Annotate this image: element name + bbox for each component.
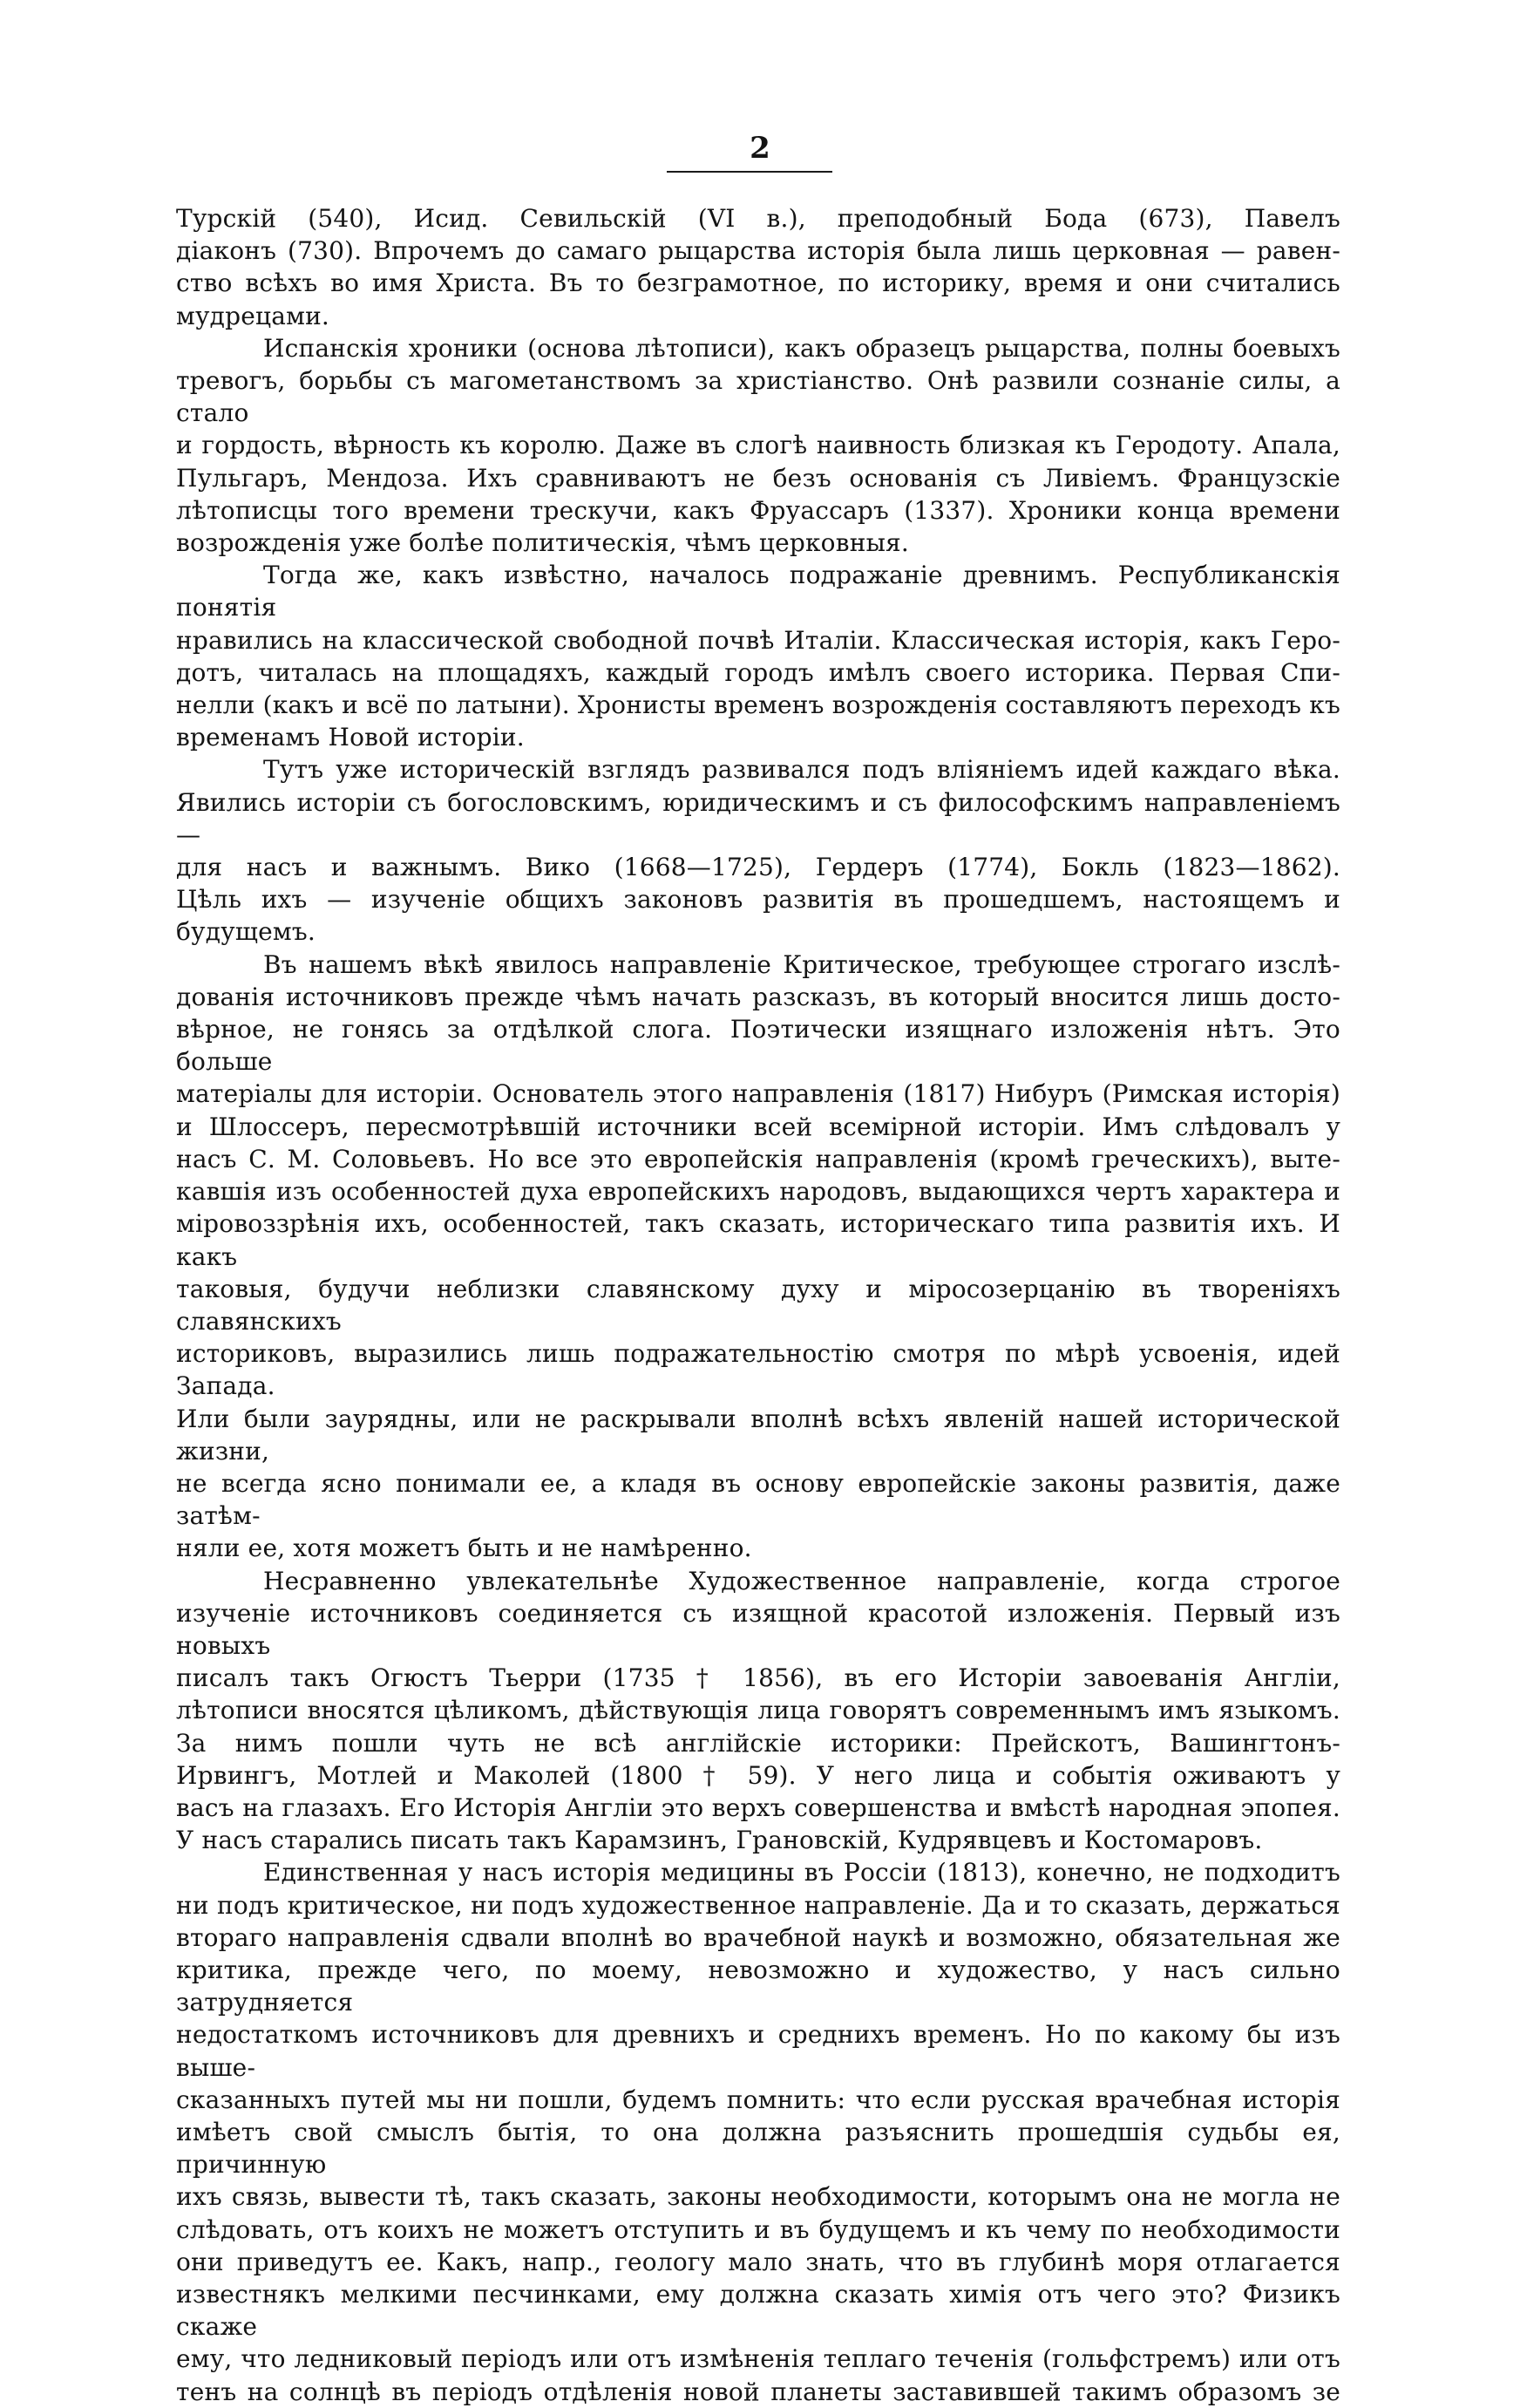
text-line: За нимъ пошли чуть не всѣ англійскіе историки: Прейскотъ, Вашингтонъ- bbox=[176, 1728, 1340, 1758]
text-line: Пульгаръ, Мендоза. Ихъ сравниваютъ не безъ основанія съ Ливіемъ. Французскіе bbox=[176, 463, 1340, 493]
text-line: известнякъ мелкими песчинками, ему должна сказать химія отъ чего это? Физикъ скаже bbox=[176, 2280, 1340, 2342]
text-line: тенъ на солнцѣ въ періодъ отдѣленія новой планеты заставившей такимъ образомъ зе bbox=[176, 2377, 1340, 2406]
text-line: Тогда же, какъ извѣстно, началось подражаніе древнимъ. Республиканскія понятія bbox=[176, 561, 1340, 622]
text-line: временамъ Новой исторіи. bbox=[176, 723, 525, 752]
text-line: тревогъ, борьбы съ магометанствомъ за христіанство. Онѣ развили сознаніе силы, а стало bbox=[176, 366, 1340, 428]
text-line: ни подъ критическое, ни подъ художественное направленіе. Да и то сказать, держаться bbox=[176, 1890, 1340, 1920]
text-line: они приведутъ ее. Какъ, напр., геологу мало знать, что въ глубинѣ моря отлагается bbox=[176, 2247, 1340, 2276]
text-line: Тутъ уже историческій взглядъ развивался подъ вліяніемъ идей каждаго вѣка. bbox=[263, 755, 1340, 785]
text-line: Единственная у насъ исторія медицины въ Россіи (1813), конечно, не подходитъ bbox=[263, 1858, 1340, 1888]
text-line: дованія источниковъ прежде чѣмъ начать разсказъ, въ который вносится лишь досто- bbox=[176, 982, 1340, 1011]
text-line: ство всѣхъ во имя Христа. Въ то безграмотное, по историку, время и они считались bbox=[176, 269, 1340, 298]
text-line: вѣрное, не гонясь за отдѣлкой слога. Поэтически изящнаго изложенія нѣтъ. Это больше bbox=[176, 1015, 1340, 1077]
body-text bbox=[176, 202, 1340, 2408]
text-line: Испанскія хроники (основа лѣтописи), какъ образецъ рыцарства, полны боевыхъ bbox=[263, 333, 1340, 363]
text-line: ихъ связь, вывести тѣ, такъ сказать, законы необходимости, которымъ она не могла не bbox=[176, 2182, 1340, 2212]
text-line: таковыя, будучи неблизки славянскому духу и міросозерцанію въ твореніяхъ славянскихъ bbox=[176, 1274, 1340, 1336]
text-line: У насъ старались писать такъ Карамзинъ, Грановскій, Кудрявцевъ и Костомаровъ. bbox=[176, 1826, 1263, 1855]
text-line: Явились исторіи съ богословскимъ, юридическимъ и съ философскимъ направленіемъ — bbox=[176, 787, 1340, 849]
text-line: лѣтописи вносятся цѣликомъ, дѣйствующія лица говорятъ современнымъ имъ языкомъ. bbox=[176, 1696, 1340, 1725]
text-line: втораго направленія сдвали вполнѣ во врачебной наукѣ и возможно, обязательная же bbox=[176, 1922, 1340, 1952]
text-line: сказанныхъ путей мы ни пошли, будемъ помнить: что если русская врачебная исторія bbox=[176, 2085, 1340, 2114]
text-line: не всегда ясно понимали ее, а кладя въ основу европейскіе законы развитія, даже затѣм- bbox=[176, 1468, 1340, 1531]
text-line: кавшія изъ особенностей духа европейскихъ народовъ, выдающихся чертъ характера и bbox=[176, 1177, 1340, 1207]
header-rule bbox=[667, 171, 832, 173]
text-line: критика, прежде чего, по моему, невозможно и художество, у насъ сильно затрудняется bbox=[176, 1955, 1340, 2017]
page-number: 2 bbox=[750, 131, 770, 166]
text-line: имѣетъ свой смыслъ бытія, то она должна разъяснить прошедшія судьбы ея, причинную bbox=[176, 2117, 1340, 2180]
text-line: историковъ, выразились лишь подражательностію смотря по мѣрѣ усвоенія, идей Запада. bbox=[176, 1339, 1340, 1401]
text-line: Несравненно увлекательнѣе Художественное направленіе, когда строгое bbox=[263, 1566, 1340, 1595]
text-line: діаконъ (730). Впрочемъ до самаго рыцарства исторія была лишь церковная — равен- bbox=[176, 236, 1340, 266]
text-line: Цѣль ихъ — изученіе общихъ законовъ развитія въ прошедшемъ, настоящемъ и будущемъ. bbox=[176, 885, 1340, 947]
text-line: нравились на классической свободной почвѣ Италіи. Классическая исторія, какъ Геро- bbox=[176, 625, 1340, 655]
text-line: и гордость, вѣрность къ королю. Даже въ слогѣ наивность близкая къ Геродоту. Апала, bbox=[176, 431, 1340, 460]
text-line: изученіе источниковъ соединяется съ изящной красотой изложенія. Первый изъ новыхъ bbox=[176, 1598, 1340, 1660]
text-line: писалъ такъ Огюстъ Тьерри (1735 † 1856), въ его Исторіи завоеванія Англіи, bbox=[176, 1663, 1340, 1693]
text-line: слѣдовать, отъ коихъ не можетъ отступить и въ будущемъ и къ чему по необходимости bbox=[176, 2214, 1340, 2244]
text-line: матеріалы для исторіи. Основатель этого направленія (1817) Нибуръ (Римская исторія) bbox=[176, 1079, 1340, 1109]
text-line: міровоззрѣнія ихъ, особенностей, такъ сказать, историческаго типа развитія ихъ. И какъ bbox=[176, 1209, 1340, 1271]
text-line: лѣтописцы того времени трескучи, какъ Фруассаръ (1337). Хроники конца времени bbox=[176, 495, 1340, 525]
text-line: Или были заурядны, или не раскрывали вполнѣ всѣхъ явленій нашей исторической жизни, bbox=[176, 1404, 1340, 1466]
text-line: и Шлоссеръ, пересмотрѣвшій источники всей всемірной исторіи. Имъ слѣдовалъ у bbox=[176, 1112, 1340, 1141]
text-line: дотъ, читалась на площадяхъ, каждый городъ имѣлъ своего историка. Первая Спи- bbox=[176, 657, 1340, 687]
text-line: недостаткомъ источниковъ для древнихъ и среднихъ временъ. Но по какому бы изъ выше- bbox=[176, 2020, 1340, 2082]
text-line: няли ее, хотя можетъ быть и не намѣренно. bbox=[176, 1534, 752, 1563]
text-line: мудрецами. bbox=[176, 301, 330, 330]
text-line: Въ нашемъ вѣкѣ явилось направленіе Критическое, требующее строгаго изслѣ- bbox=[263, 949, 1340, 979]
text-line: для насъ и важнымъ. Вико (1668—1725), Гердеръ (1774), Бокль (1823—1862). bbox=[176, 853, 1340, 882]
text-line: ему, что ледниковый періодъ или отъ измѣненія теплаго теченія (гольфстремъ) или отъ bbox=[176, 2344, 1340, 2374]
text-line: васъ на глазахъ. Его Исторія Англіи это верхъ совершенства и вмѣстѣ народная эпопея. bbox=[176, 1792, 1340, 1822]
text-line: Турскій (540), Исид. Севильскій (VI в.), преподобный Бода (673), Павелъ bbox=[176, 204, 1340, 233]
text-line: насъ С. М. Соловьевъ. Но все это европейскія направленія (кромѣ греческихъ), выте- bbox=[176, 1144, 1340, 1173]
text-line: нелли (какъ и всё по латыни). Хронисты временъ возрожденія составляютъ переходъ къ bbox=[176, 690, 1340, 720]
text-line: Ирвингъ, Мотлей и Маколей (1800 † 59). У него лица и событія оживаютъ у bbox=[176, 1760, 1340, 1790]
text-line: возрожденія уже болѣе политическія, чѣмъ церковныя. bbox=[176, 528, 910, 558]
